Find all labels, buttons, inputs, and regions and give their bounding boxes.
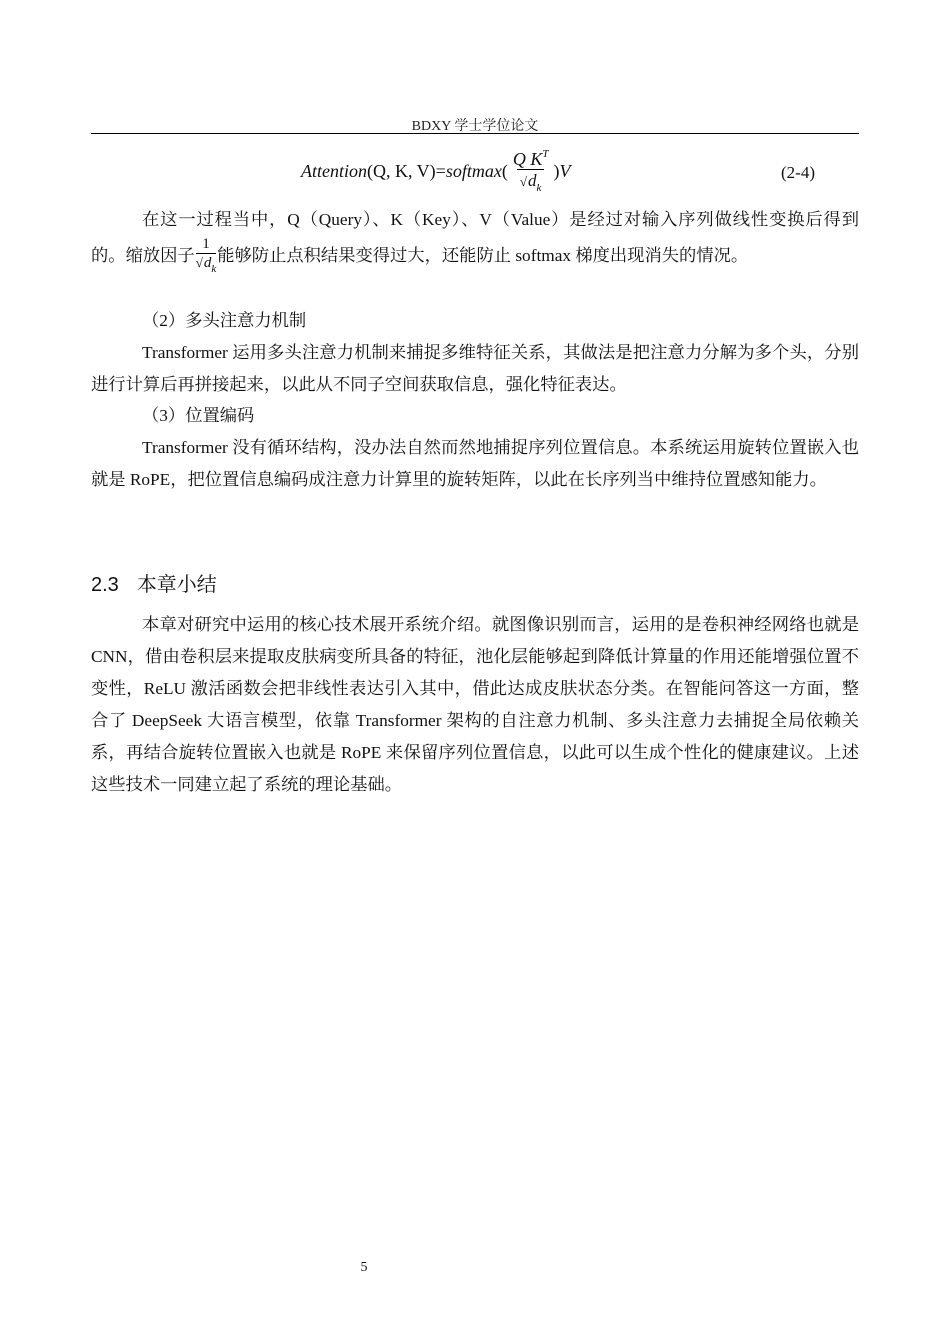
paragraph-multihead: Transformer 运用多头注意力机制来捕捉多维特征关系，其做法是把注意力分解为多个头，分别进行计算后再拼接起来，以此从不同子空间获取信息，强化特征表达。	[91, 343, 859, 394]
eq-func: softmax	[445, 160, 502, 181]
paragraph-summary: 本章对研究中运用的核心技术展开系统介绍。就图像识别而言，运用的是卷积神经网络也就是 CNN，借由卷积层来提取皮肤病变所具备的特征，池化层能够起到降低计算量的作用还能增强位置不变性，ReLU 激活函数会把非线性表达引入其中，借此达成皮肤状态分类。在智能问答这一方面，整合了 DeepSeek 大语言模型，依靠 Transformer 架构的自注意力机制、多头注意力去捕捉全局依赖关系，再结合旋转位置嵌入也就是 RoPE 来保留序列位置信息，以此可以生成个性化的健康建议。上述这些技术一同建立起了系统的理论基础。	[91, 615, 859, 794]
sqrt-symbol: √	[519, 173, 528, 189]
page-number: 5	[360, 1260, 368, 1275]
subheading-position: （3）位置编码	[142, 406, 255, 425]
equation-number: (2-4)	[781, 163, 815, 182]
sqrt-symbol: √	[195, 255, 203, 270]
subheading-multihead: （2）多头注意力机制	[142, 311, 307, 330]
eq-equals: =	[435, 160, 446, 181]
paragraph-position: Transformer 没有循环结构，没办法自然而然地捕捉序列位置信息。本系统运用旋转位置嵌入也就是 RoPE，把位置信息编码成注意力计算里的旋转矩阵，以此在长序列当中维持位置感知能力。	[91, 438, 859, 489]
paragraph-qkv: 在这一过程当中，Q（Query）、K（Key）、V（Value）是经过对输入序列做线性变换后得到的。缩放因子 $\frac{1}{√d_k}$ 能够防止点积结果变得过大，还能防止 softmax 梯度出现消失的情况。	[91, 204, 859, 278]
header-rule	[91, 133, 859, 134]
eq-open-paren: (	[501, 160, 508, 181]
running-header: BDXY 学士学位论文	[411, 119, 539, 134]
equation-2-4	[91, 145, 859, 197]
eq-tail: V	[559, 160, 571, 181]
section-title: 本章小结	[136, 572, 217, 596]
eq-fraction	[510, 144, 552, 199]
eq-transpose: T	[542, 147, 549, 160]
scaling-factor: $\frac{1}{√d_k}$	[196, 236, 217, 278]
eq-denominator: $√d_k$	[517, 169, 545, 199]
eq-lhs: Attention	[301, 160, 367, 181]
section-number: 2.3	[91, 574, 119, 596]
section-heading	[91, 568, 217, 597]
eq-close-paren: )	[553, 160, 560, 181]
eq-args: (Q, K, V)	[367, 160, 436, 181]
attention-formula	[301, 145, 570, 197]
eq-numerator: Q $K^T$	[512, 147, 549, 169]
